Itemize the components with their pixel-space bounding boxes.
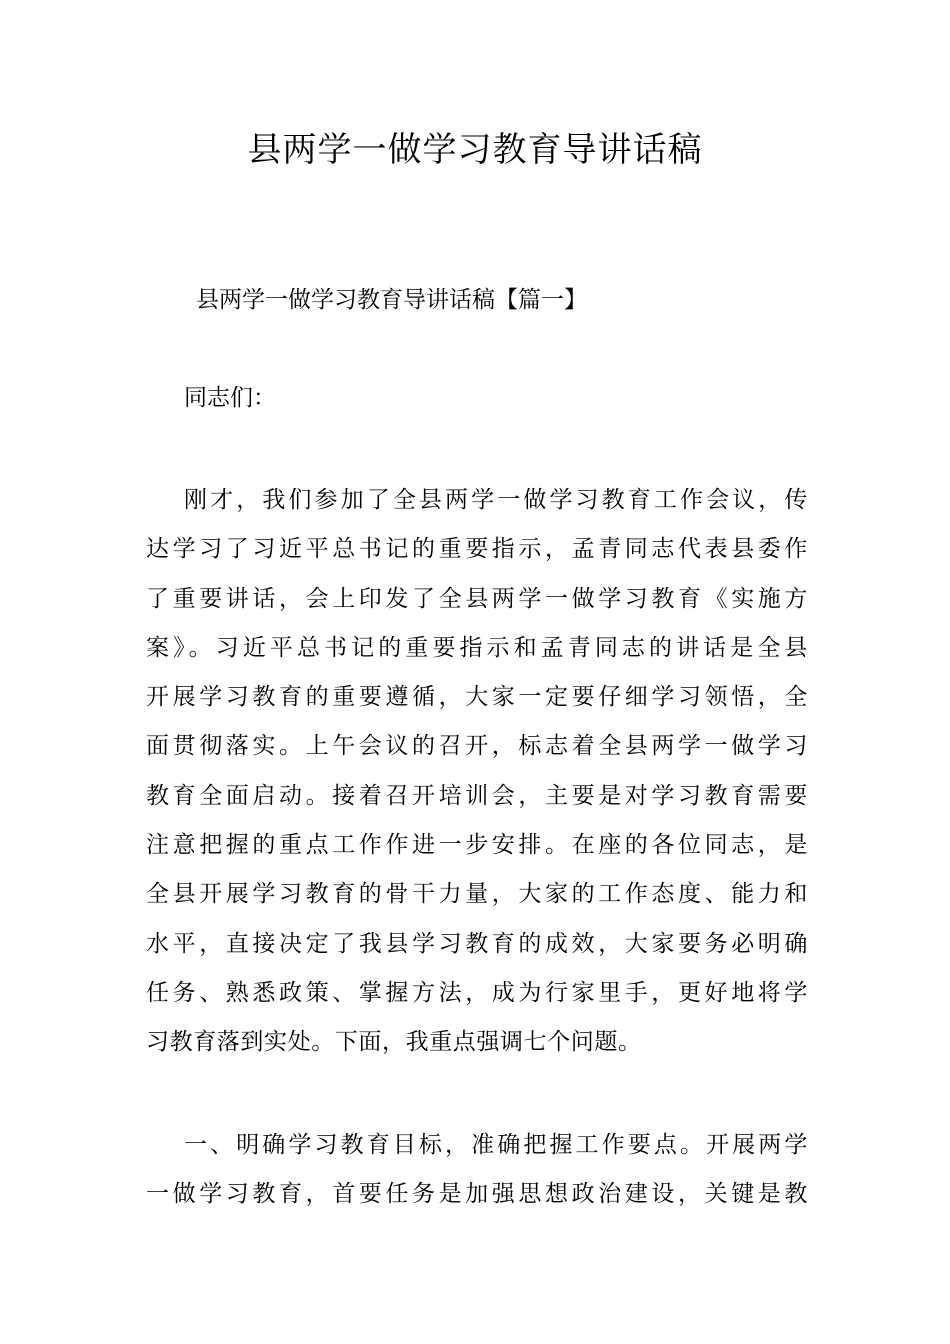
- paragraph-line: 一做学习教育，首要任务是加强思想政治建设，关键是教: [146, 1181, 808, 1208]
- paragraph-line: 一、明确学习教育目标，准确把握工作要点。开展两学: [184, 1132, 808, 1158]
- paragraph-line: 开展学习教育的重要遵循，大家一定要仔细学习领悟，全: [146, 684, 808, 711]
- paragraph-line: 了重要讲话，会上印发了全县两学一做学习教育《实施方: [146, 585, 808, 612]
- paragraph-line: 刚才，我们参加了全县两学一做学习教育工作会议，传: [184, 487, 808, 513]
- paragraph-line: 面贯彻落实。上午会议的召开，标志着全县两学一做学习: [146, 733, 808, 760]
- document-title: 县两学一做学习教育导讲话稿: [247, 130, 703, 170]
- paragraph-line: 达学习了习近平总书记的重要指示，孟青同志代表县委作: [146, 536, 808, 563]
- paragraph-line: 注意把握的重点工作作进一步安排。在座的各位同志，是: [146, 832, 808, 859]
- paragraph-line: 全县开展学习教育的骨干力量，大家的工作态度、能力和: [146, 881, 808, 908]
- document-subtitle: 县两学一做学习教育导讲话稿【篇一】: [196, 287, 587, 313]
- paragraph-line: 水平，直接决定了我县学习教育的成效，大家要务必明确: [146, 930, 808, 957]
- paragraph-line: 习教育落到实处。下面，我重点强调七个问题。: [146, 1029, 642, 1056]
- paragraph-line: 教育全面启动。接着召开培训会，主要是对学习教育需要: [146, 782, 808, 809]
- salutation: 同志们：: [184, 385, 276, 411]
- paragraph-line: 案》。习近平总书记的重要指示和孟青同志的讲话是全县: [146, 634, 808, 661]
- paragraph-line: 任务、熟悉政策、掌握方法，成为行家里手，更好地将学: [146, 979, 808, 1006]
- paragraph-2: [146, 1121, 808, 1220]
- paragraph-1: [146, 476, 808, 1068]
